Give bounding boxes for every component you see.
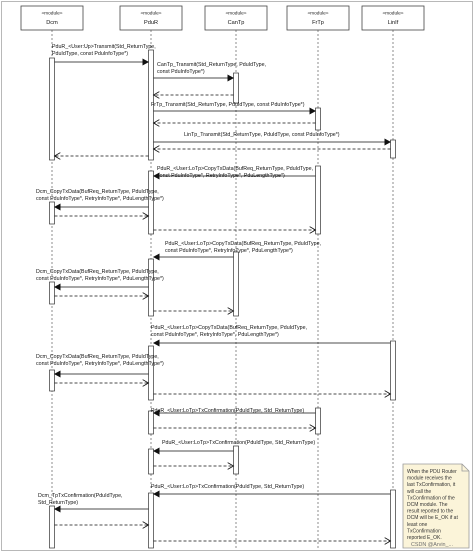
activation-bar-linif bbox=[391, 341, 396, 400]
activation-bar-linif bbox=[391, 490, 396, 548]
note-line: last TxConfirmation, it bbox=[407, 482, 456, 489]
message-label: FrTp_Transmit(Std_ReturnType, PduIdType, const PduInfoType*) bbox=[151, 102, 305, 108]
activation-bar-cantp bbox=[234, 252, 239, 316]
message-label: const PduInfoType*, RetryInfoType*, PduLengthType*) bbox=[165, 247, 293, 254]
participant-box bbox=[362, 6, 424, 30]
message-label: CanTp_Transmit(Std_ReturnType, PduIdType, bbox=[157, 62, 267, 68]
message-label: PduR_<User:Up>Transmit(Std_ReturnType, bbox=[52, 44, 156, 50]
note-line: least one bbox=[407, 521, 428, 528]
message-label: Dcm_CopyTxData(BufReq_ReturnType, PduIdType, bbox=[36, 354, 159, 360]
message-label: PduR_<User:LoTp>CopyTxData(BufReq_ReturnType, PduIdType, bbox=[157, 166, 314, 172]
participant-pdur bbox=[120, 6, 182, 30]
message-label: const PduInfoType*, RetryInfoType*, PduLengthType*) bbox=[36, 275, 164, 282]
activation-bar-pdur bbox=[149, 449, 154, 474]
participant-linif bbox=[362, 6, 424, 30]
participant-box bbox=[120, 6, 182, 30]
message-label: const PduInfoType*, RetryInfoType*, PduLengthType*) bbox=[151, 331, 279, 338]
participant-frtp bbox=[287, 6, 349, 30]
note-line: TxConfirmation bbox=[407, 528, 441, 535]
message-label: Dcm_CopyTxData(BufReq_ReturnType, PduIdType, bbox=[36, 189, 159, 195]
message-label: PduR_<User:LoTp>CopyTxData(BufReq_ReturnType, PduIdType, bbox=[151, 325, 308, 331]
participant-name: PduR bbox=[144, 20, 158, 26]
participant-stereotype: «module» bbox=[307, 11, 329, 17]
message-m6 bbox=[154, 132, 391, 142]
activation-bar-cantp bbox=[234, 73, 239, 103]
message-m14 bbox=[36, 269, 164, 287]
activation-bar-dcm bbox=[50, 370, 55, 391]
note-line: result reported to the bbox=[407, 508, 454, 515]
participant-cantp bbox=[205, 6, 267, 30]
activation-bar-pdur bbox=[149, 171, 154, 234]
message-label: Std_ReturnType) bbox=[38, 499, 79, 506]
watermark: CSDN @Arvin_... bbox=[411, 542, 454, 548]
explanatory-note bbox=[403, 464, 469, 548]
participant-name: Dcm bbox=[46, 20, 58, 26]
message-label: PduIdType, const PduInfoType*) bbox=[52, 50, 128, 57]
message-label: PduR_<User:LoTp>TxConfirmation(PduIdType, Std_ReturnType) bbox=[162, 440, 316, 446]
participant-box bbox=[21, 6, 83, 30]
message-label: LinTp_Transmit(Std_ReturnType, PduIdType, const PduInfoType*) bbox=[184, 132, 340, 138]
note-line: DCM module. The bbox=[407, 502, 448, 508]
note-line: TxConfirmation of the bbox=[407, 495, 455, 502]
activation-bar-pdur bbox=[149, 259, 154, 316]
activation-bar-dcm bbox=[50, 282, 55, 304]
activation-bar-frtp bbox=[316, 408, 321, 434]
message-m18 bbox=[36, 354, 164, 374]
note-line: will call the bbox=[407, 488, 432, 495]
message-label: const PduInfoType*, RetryInfoType*, PduLengthType*) bbox=[157, 172, 285, 179]
participant-stereotype: «module» bbox=[41, 11, 63, 17]
note-line: reported E_OK. bbox=[407, 535, 442, 541]
message-label: const PduInfoType*, RetryInfoType*, PduLengthType*) bbox=[36, 195, 164, 202]
participant-name: FrTp bbox=[312, 20, 324, 26]
participant-stereotype: «module» bbox=[140, 11, 162, 17]
participant-name: LinIf bbox=[387, 20, 399, 26]
message-m17 bbox=[151, 325, 391, 343]
message-label: const PduInfoType*, RetryInfoType*, PduLengthType*) bbox=[36, 360, 164, 367]
message-label: PduR_<User:LoTp>TxConfirmation(PduIdType, Std_ReturnType) bbox=[151, 408, 305, 414]
activation-bar-dcm bbox=[50, 202, 55, 224]
message-m1 bbox=[52, 44, 156, 62]
message-label: const PduInfoType*) bbox=[157, 68, 205, 75]
activation-bar-pdur bbox=[149, 493, 154, 548]
message-label: Dcm_CopyTxData(BufReq_ReturnType, PduIdType, bbox=[36, 269, 159, 275]
participant-box bbox=[287, 6, 349, 30]
message-m21 bbox=[151, 408, 316, 414]
participant-dcm bbox=[21, 6, 83, 30]
note-line: module receives the bbox=[407, 475, 452, 482]
activation-bar-dcm bbox=[50, 506, 55, 548]
participant-stereotype: «module» bbox=[382, 11, 404, 17]
message-m2 bbox=[154, 62, 267, 78]
message-m25 bbox=[151, 484, 391, 494]
activation-bar-linif bbox=[391, 140, 396, 158]
participant-box bbox=[205, 6, 267, 30]
note-line: When the PDU Router bbox=[407, 469, 457, 475]
message-m9 bbox=[154, 166, 316, 179]
activation-bar-frtp bbox=[316, 108, 321, 130]
participant-stereotype: «module» bbox=[225, 11, 247, 17]
participant-name: CanTp bbox=[227, 20, 245, 26]
activation-bar-pdur bbox=[149, 411, 154, 434]
message-m4 bbox=[151, 102, 316, 111]
message-label: PduR_<User:LoTp>CopyTxData(BufReq_ReturnType, PduIdType, bbox=[165, 241, 322, 247]
activation-bar-dcm bbox=[50, 58, 55, 160]
message-label: Dcm_TpTxConfirmation(PduIdType, bbox=[38, 493, 123, 499]
note-line: DCM will be E_OK if at bbox=[407, 515, 458, 522]
activation-bar-frtp bbox=[316, 166, 321, 234]
activation-bar-cantp bbox=[234, 446, 239, 474]
message-m10 bbox=[36, 189, 164, 207]
message-label: PduR_<User:LoTp>TxConfirmation(PduIdType, Std_ReturnType) bbox=[151, 484, 305, 490]
